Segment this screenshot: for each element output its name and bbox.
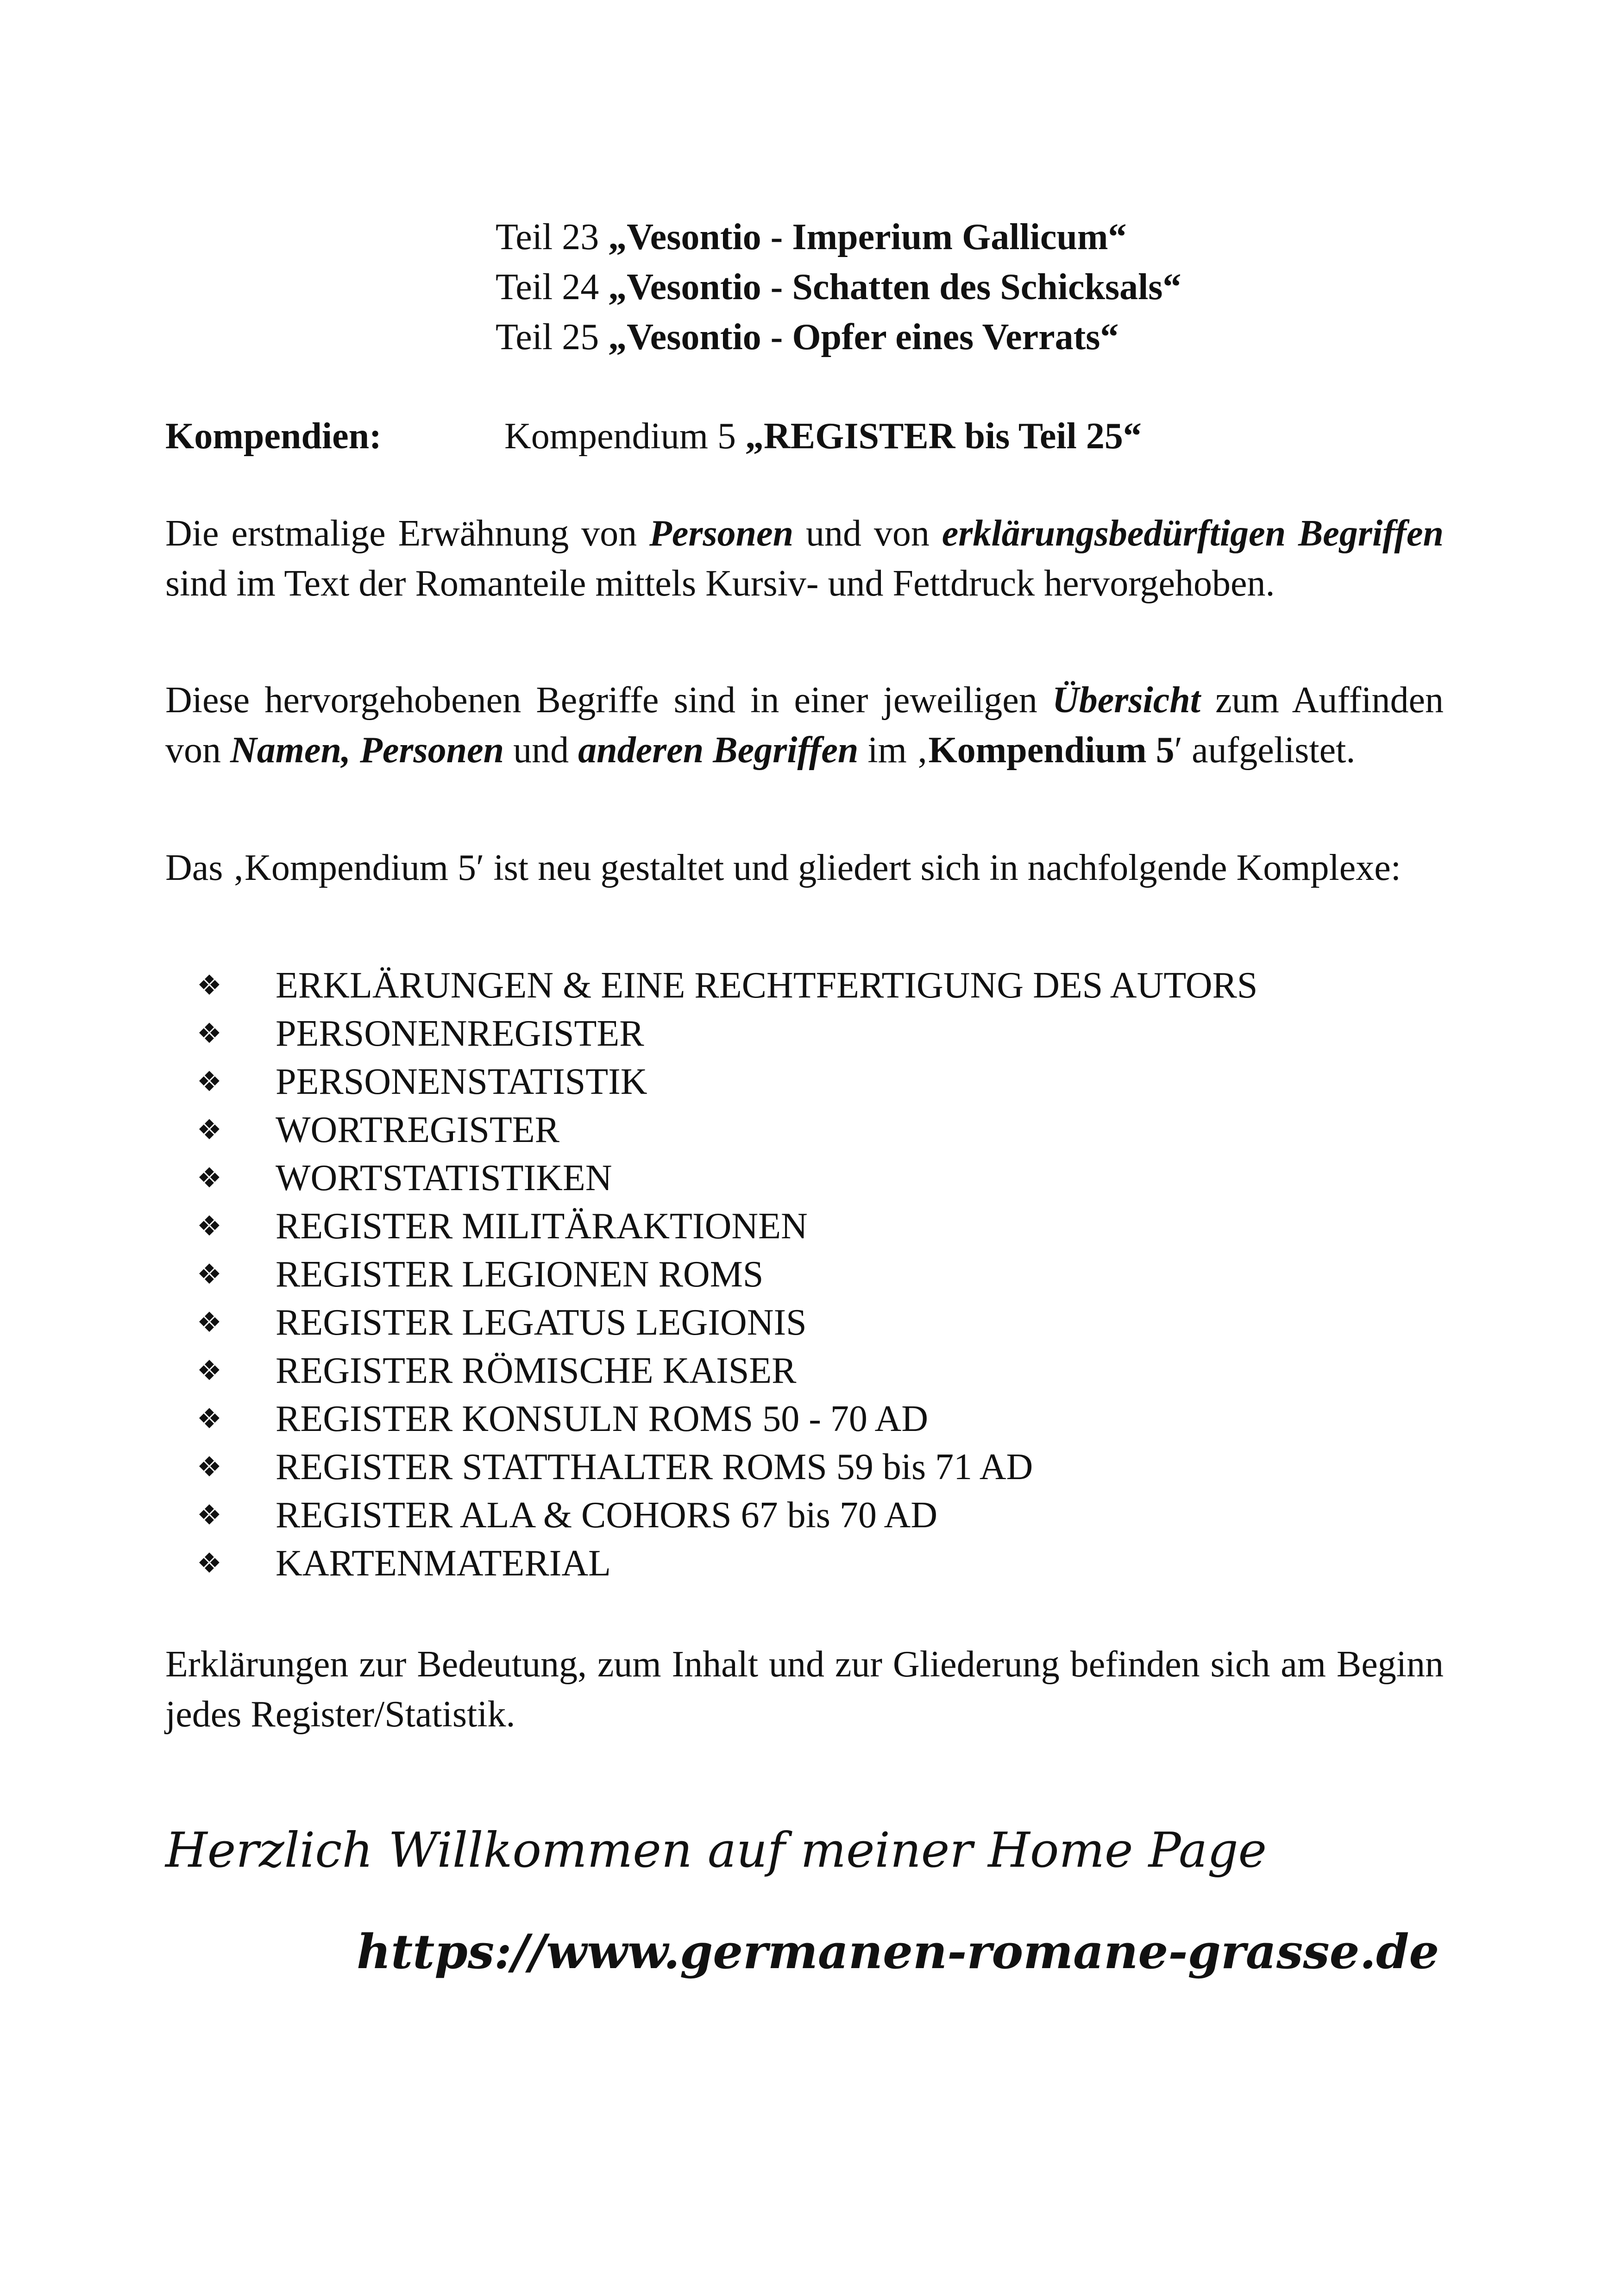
list-item-label: PERSONENSTATISTIK [276, 1061, 647, 1102]
list-item-label: REGISTER RÖMISCHE KAISER [276, 1350, 797, 1391]
teil-line [496, 312, 1181, 362]
teil-number: Teil 23 [496, 217, 609, 257]
diamond-bullet-icon: ❖ [197, 1017, 222, 1050]
text-span: sind im Text der Romanteile mittels Kursiv- und Fettdruck hervorgehoben. [165, 563, 1275, 604]
diamond-bullet-icon: ❖ [197, 1547, 222, 1580]
diamond-bullet-icon: ❖ [197, 1162, 222, 1194]
list-item-label: ERKLÄRUNGEN & EINE RECHTFERTIGUNG DES AUTORS [276, 965, 1258, 1006]
emphasis-begriffe: erklärungsbedürftigen Begriffen [942, 513, 1444, 554]
emphasis-uebersicht: Übersicht [1052, 680, 1200, 721]
teil-title: „Vesontio - Schatten des Schicksals“ [608, 267, 1181, 307]
list-item [197, 961, 1257, 1010]
teil-title: „Vesontio - Imperium Gallicum“ [608, 217, 1127, 257]
emphasis-kompendium: Kompendium 5 [928, 730, 1175, 771]
emphasis-namen-personen: Namen, Personen [230, 730, 504, 771]
list-item [197, 1202, 1257, 1250]
teil-list [496, 212, 1181, 362]
complex-list [197, 961, 1257, 1587]
paragraph-intro [165, 508, 1444, 609]
list-item-label: WORTSTATISTIKEN [276, 1158, 612, 1198]
text-span: Die erstmalige Erwähnung von [165, 513, 649, 554]
text-span: Diese hervorgehobenen Begriffe sind in einer jeweiligen [165, 680, 1052, 721]
diamond-bullet-icon: ❖ [197, 1210, 222, 1242]
diamond-bullet-icon: ❖ [197, 1499, 222, 1531]
list-item [197, 1443, 1257, 1491]
list-item [197, 1539, 1257, 1587]
diamond-bullet-icon: ❖ [197, 1451, 222, 1483]
diamond-bullet-icon: ❖ [197, 969, 222, 1002]
list-item-label: WORTREGISTER [276, 1110, 559, 1150]
list-item [197, 1491, 1257, 1539]
kompendium-title: „REGISTER bis Teil 25“ [745, 416, 1142, 457]
diamond-bullet-icon: ❖ [197, 1066, 222, 1098]
paragraph-overview [165, 675, 1444, 775]
diamond-bullet-icon: ❖ [197, 1114, 222, 1146]
diamond-bullet-icon: ❖ [197, 1306, 222, 1339]
list-item [197, 1250, 1257, 1299]
list-item [197, 1106, 1257, 1154]
list-item-label: REGISTER KONSULN ROMS 50 - 70 AD [276, 1399, 928, 1439]
list-item-label: REGISTER LEGATUS LEGIONIS [276, 1302, 807, 1343]
teil-number: Teil 25 [496, 317, 609, 358]
list-item [197, 1347, 1257, 1395]
emphasis-andere-begriffe: anderen Begriffen [578, 730, 859, 771]
text-span: und [504, 730, 578, 771]
list-item [197, 1058, 1257, 1106]
list-item [197, 1154, 1257, 1202]
diamond-bullet-icon: ❖ [197, 1258, 222, 1291]
emphasis-personen: Personen [649, 513, 794, 554]
kompendien-label: Kompendien: [165, 416, 382, 457]
kompendium-number: Kompendium 5 [504, 416, 745, 457]
kompendien-value [504, 411, 1142, 461]
list-item-label: PERSONENREGISTER [276, 1013, 644, 1054]
paragraph-explanations: Erklärungen zur Bedeutung, zum Inhalt und zur Gliederung befinden sich am Beginn jedes Register/Statistik. [165, 1644, 1444, 1735]
homepage-url: https://www.germanen-romane-grasse.de [357, 1924, 1439, 1980]
teil-line [496, 262, 1181, 312]
list-item-label: REGISTER LEGIONEN ROMS [276, 1254, 764, 1295]
teil-line [496, 212, 1181, 262]
text-span: und von [793, 513, 942, 554]
diamond-bullet-icon: ❖ [197, 1403, 222, 1435]
list-item [197, 1010, 1257, 1058]
list-item-label: REGISTER MILITÄRAKTIONEN [276, 1206, 808, 1247]
text-span: ′ aufgelistet. [1174, 730, 1356, 771]
list-item-label: KARTENMATERIAL [276, 1543, 611, 1584]
list-item [197, 1299, 1257, 1347]
teil-number: Teil 24 [496, 267, 609, 307]
list-item-label: REGISTER ALA & COHORS 67 bis 70 AD [276, 1495, 938, 1536]
list-item [197, 1395, 1257, 1443]
text-span: im ‚ [858, 730, 929, 771]
paragraph-structure: Das ‚Kompendium 5′ ist neu gestaltet und gliedert sich in nachfolgende Komplexe: [165, 847, 1401, 888]
teil-title: „Vesontio - Opfer eines Verrats“ [608, 317, 1119, 358]
diamond-bullet-icon: ❖ [197, 1355, 222, 1387]
text-span: zum Auffinden von [165, 680, 1444, 771]
list-item-label: REGISTER STATTHALTER ROMS 59 bis 71 AD [276, 1447, 1033, 1487]
welcome-heading: Herzlich Willkommen auf meiner Home Page [165, 1822, 1267, 1878]
